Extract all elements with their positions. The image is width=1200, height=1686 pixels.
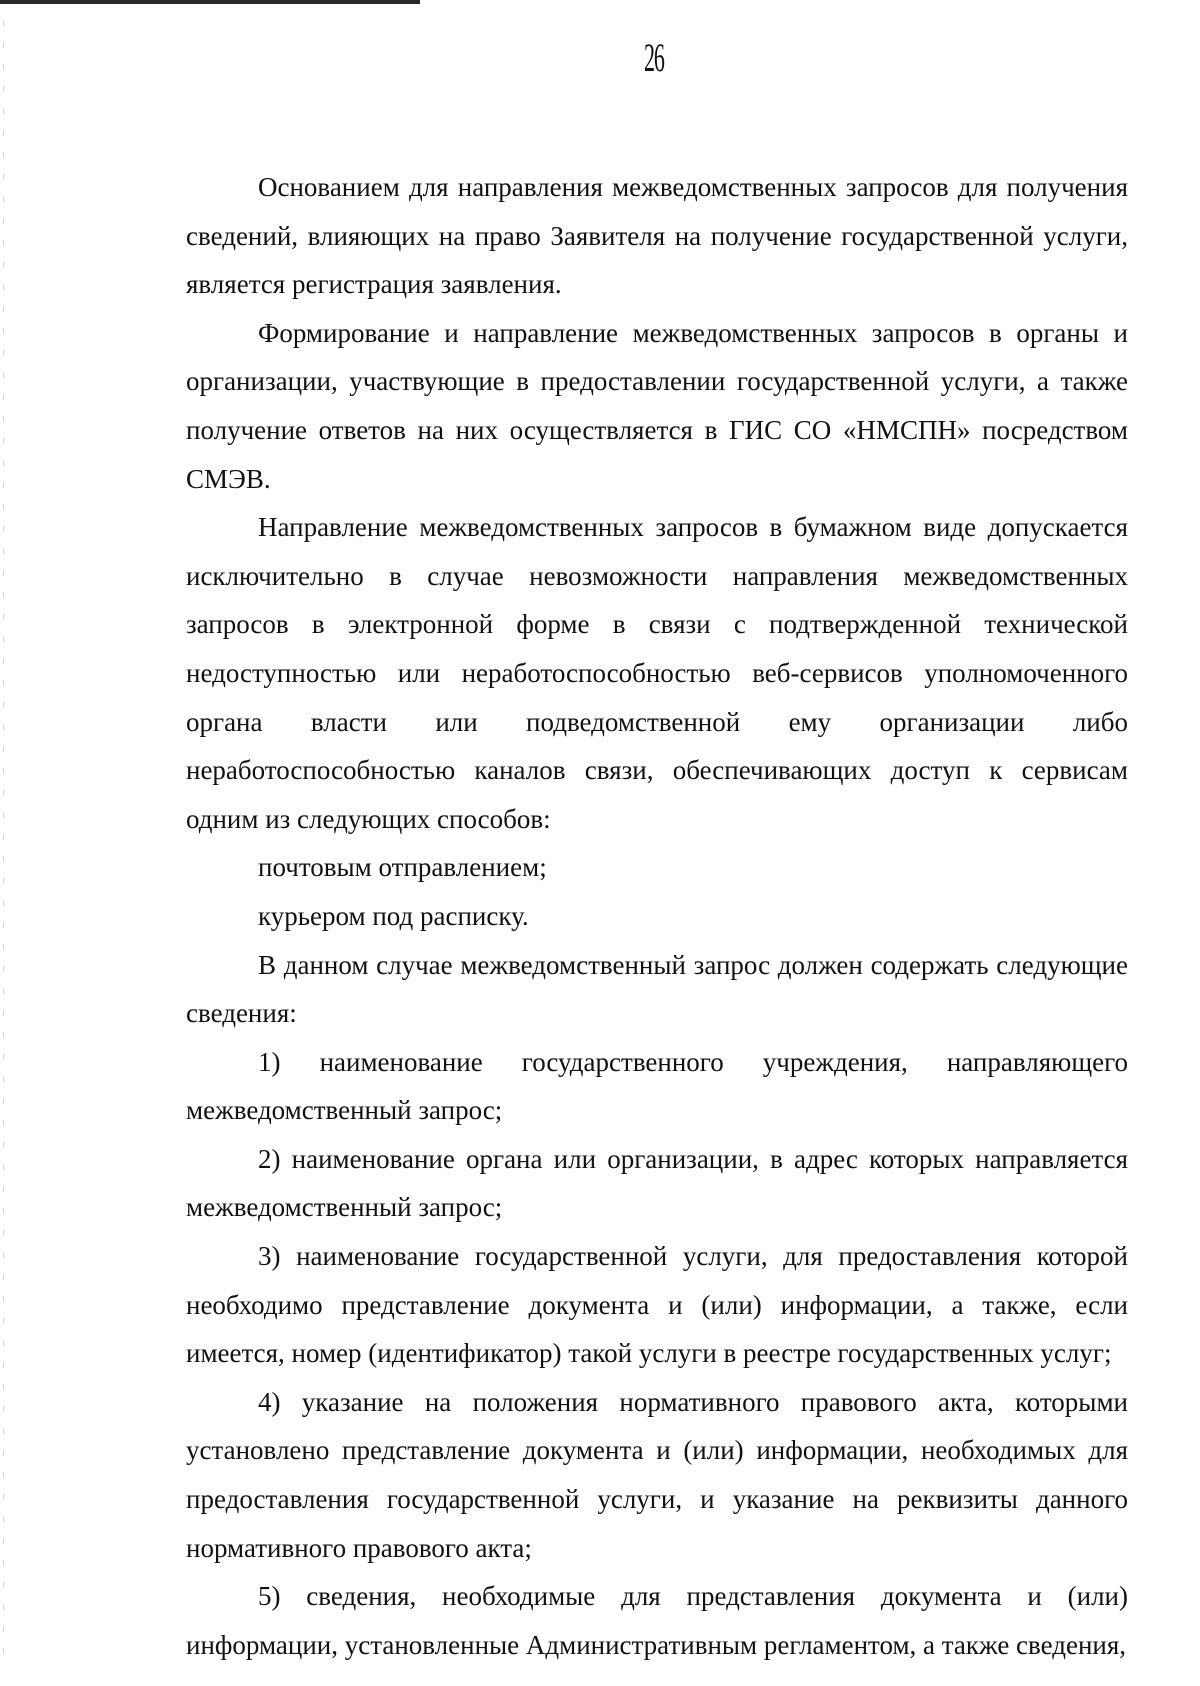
list-item-5: 5) сведения, необходимые для представления документа и (или) информации, установленные Административным регламентом, а также сведения, xyxy=(186,1581,1128,1660)
document-body xyxy=(186,163,1128,1669)
paragraph-formation: Формирование и направление межведомственных запросов в органы и организации, участвующие в предоставлении государственной услуги, а также получение ответов на них осуществляется в ГИС СО «НМСПН» посредством СМЭВ. xyxy=(186,317,1128,494)
list-item-3: 3) наименование государственной услуги, для предоставления которой необходимо представление документа и (или) информации, а также, если имеется, номер (идентификатор) такой услуги в реестре государственных услуг; xyxy=(186,1241,1128,1369)
paragraph-request-content: В данном случае межведомственный запрос должен содержать следующие сведения: xyxy=(186,949,1128,1029)
paragraph-paper-requests: Направление межведомственных запросов в бумажном виде допускается исключительно в случае невозможности направления межведомственных запросов в электронной форме в связи с подтвержденной технической недоступностью или неработоспособностью веб-сервисов уполномоченного органа власти или подведомственной ему организации либо неработоспособностью каналов связи, обеспечивающих доступ к сервисам одним из следующих способов: xyxy=(186,512,1128,834)
paragraph-basis: Основанием для направления межведомственных запросов для получения сведений, влияющих на право Заявителя на получение государственной услуги, является регистрация заявления. xyxy=(186,172,1128,300)
scan-top-rule xyxy=(0,0,420,4)
scan-left-edge xyxy=(3,20,4,1660)
list-item-4: 4) указание на положения нормативного правового акта, которыми установлено представление документа и (или) информации, необходимых для предоставления государственной услуги, и указание на реквизиты данного нормативного правового акта; xyxy=(186,1386,1128,1563)
list-item-1: 1) наименование государственного учреждения, направляющего межведомственный запрос; xyxy=(186,1046,1128,1126)
list-item-2: 2) наименование органа или организации, в адрес которых направляется межведомственный запрос; xyxy=(186,1143,1128,1223)
method-post: почтовым отправлением; xyxy=(258,852,547,883)
page-number: 26 xyxy=(644,35,664,80)
method-courier: курьером под расписку. xyxy=(258,900,529,931)
